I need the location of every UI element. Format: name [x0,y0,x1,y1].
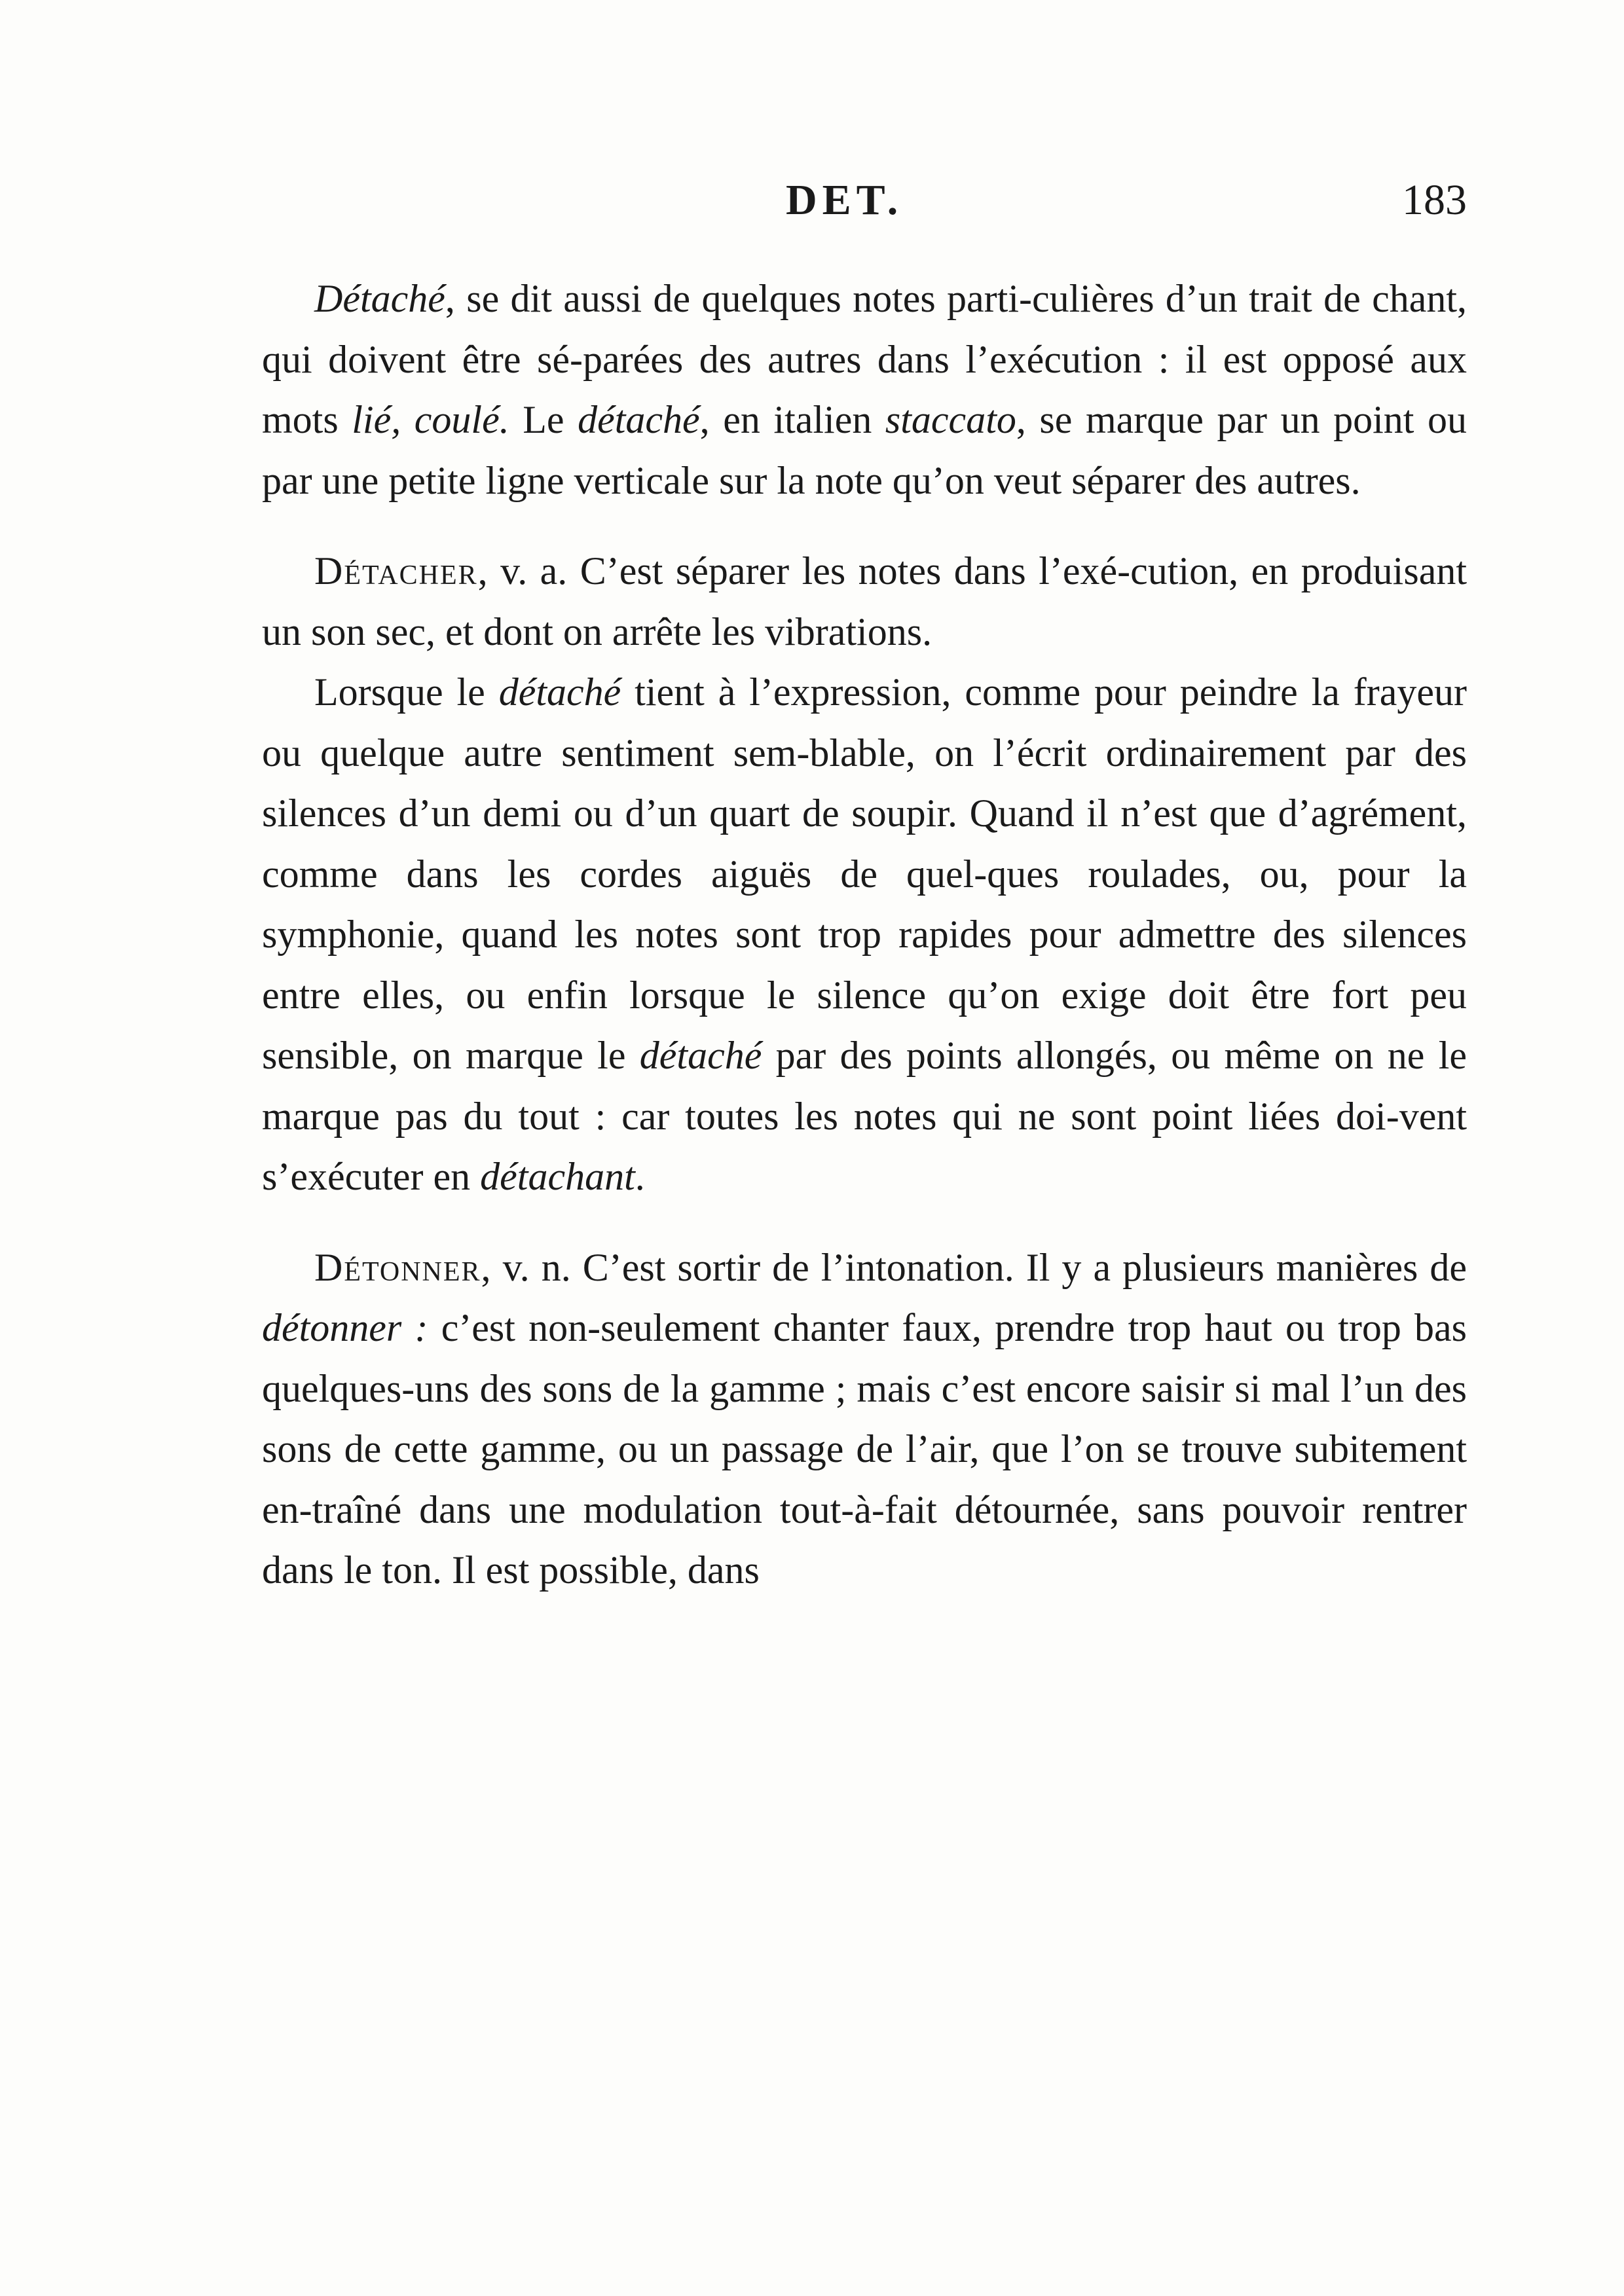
paragraph-detonner [262,1237,1467,1601]
italic-term: détaché [639,1034,762,1077]
page-header [262,175,1467,247]
paragraph-detacher [262,541,1467,662]
text-span: par des points allongés, ou même on ne le marque pas du tout : car toutes les notes qui ne sont point liées doi-vent s’exécuter en [262,1034,1467,1198]
text-span: , se marque par un point ou par une petite ligne verticale sur la note qu’on veut séparer des autres. [262,398,1467,502]
paragraph-lorsque [262,662,1467,1207]
italic-term: détaché [498,670,621,714]
text-span: Lorsque le [314,670,499,714]
headword-detacher: Détacher [314,549,478,592]
page-number: 183 [1402,176,1467,224]
paragraph-detache [262,268,1467,511]
text-span: c’est non-seulement chanter faux, prendre trop haut ou trop bas quelques-uns des sons de la gamme ; mais c’est encore saisir si mal l’un des sons de cette gamme, ou un passage de l’air, que l’on se trouve subitement en-traîné dans une modulation tout-à-fait détournée, sans pouvoir rentrer dans le ton. Il est possible, dans [262,1306,1467,1592]
text-span: , se dit aussi de quelques notes parti-culières d’un trait de chant, qui doivent être sé-parées des autres dans l’exécution : il est opposé aux mots [262,277,1467,441]
italic-term: détaché [578,398,700,441]
italic-term: staccato [885,398,1016,441]
text-span: . [635,1155,645,1198]
italic-term: lié, coulé. [352,398,509,441]
running-head: DET. [786,176,904,224]
text-span: , v. a. C’est séparer les notes dans l’exé-cution, en produisant un son sec, et dont on arrête les vibrations. [262,549,1467,653]
text-span: , v. n. C’est sortir de l’intonation. Il y a plusieurs manières de [481,1245,1467,1289]
italic-term: détachant [480,1155,635,1198]
entry-lead-detache: Détaché [314,277,445,320]
body-text [262,268,1467,1601]
text-span: Le [509,398,578,441]
headword-detonner: Détonner [314,1245,481,1289]
text-span: tient à l’expression, comme pour peindre la frayeur ou quelque autre sentiment sem-blable, on l’écrit ordinairement par des silences d’un demi ou d’un quart de soupir. Quand il n’est que d’agrément, comme dans les cordes aiguës de quel-ques roulades, ou, pour la symphonie, quand les notes sont trop rapides pour admettre des silences entre elles, ou enfin lorsque le silence qu’on exige doit être fort peu sensible, on marque le [262,670,1467,1077]
text-span: , en italien [699,398,885,441]
italic-term: détonner : [262,1306,428,1349]
